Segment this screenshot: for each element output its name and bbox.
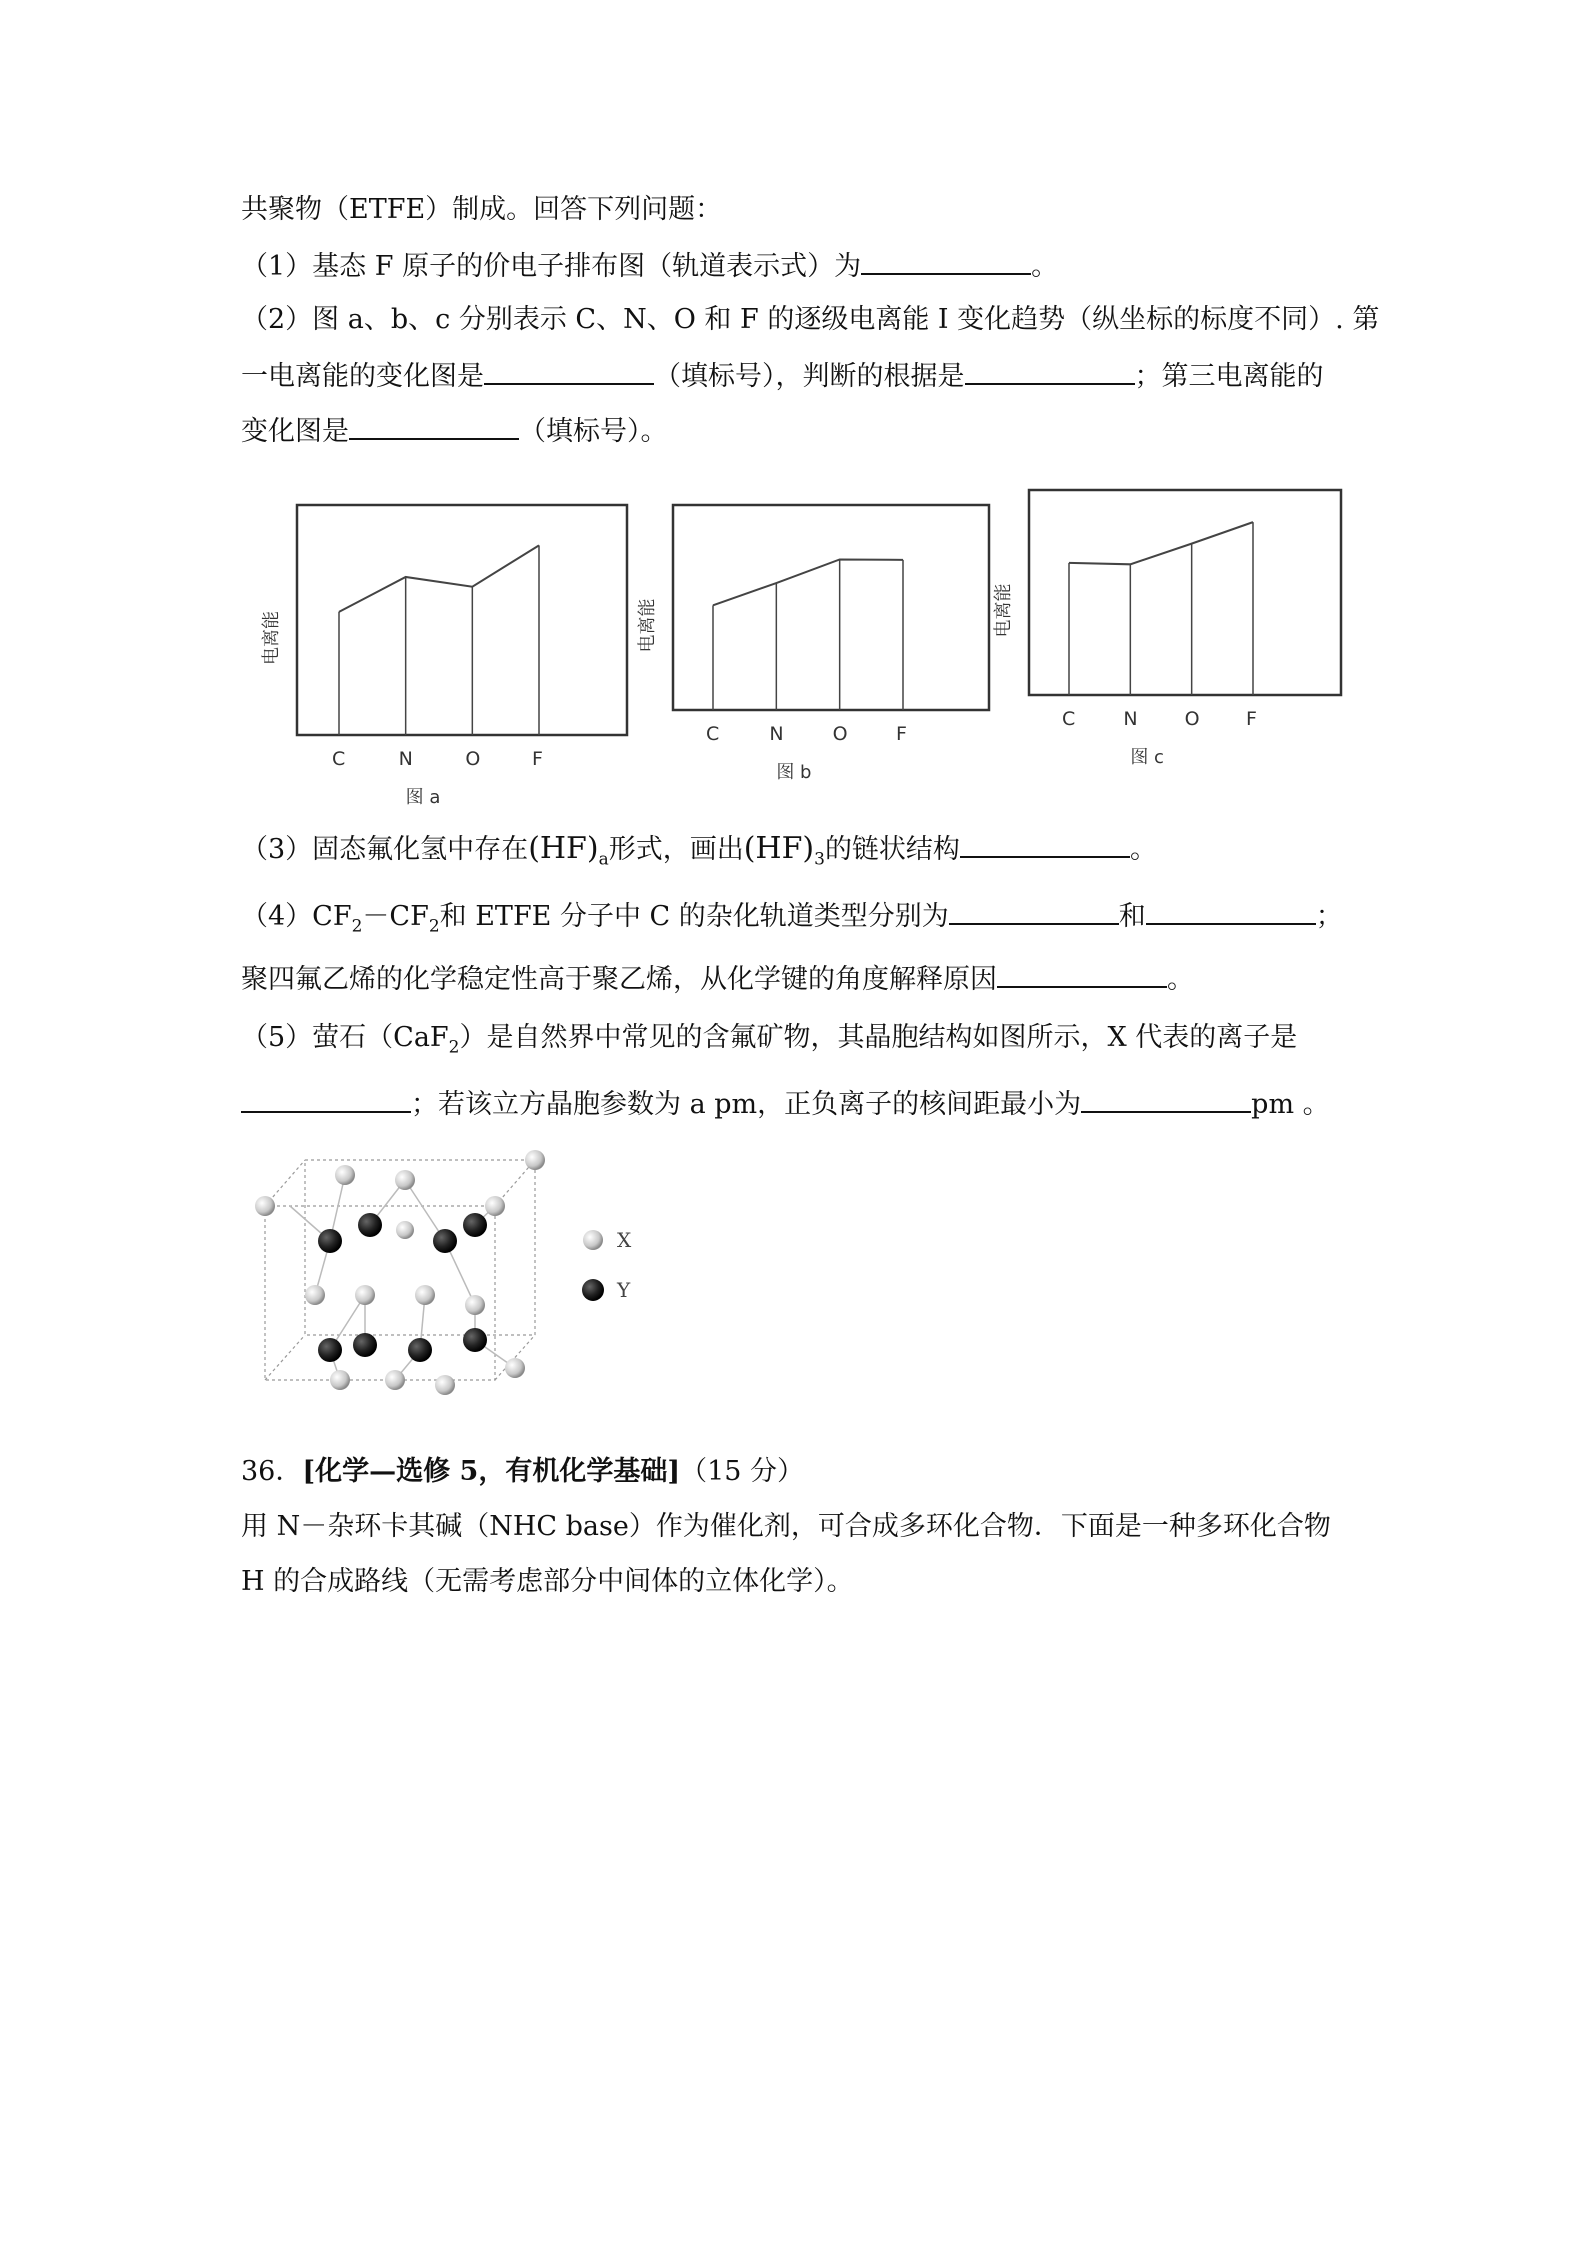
answer-blank[interactable] — [241, 1083, 411, 1113]
data-line — [339, 545, 539, 611]
legend-x-marker — [583, 1230, 603, 1250]
answer-blank[interactable] — [965, 355, 1135, 385]
category-label: C — [1062, 708, 1076, 730]
category-label: F — [896, 723, 907, 745]
legend-y-marker — [582, 1279, 604, 1301]
category-label: N — [398, 748, 413, 770]
question-36-line1: 用 N－杂环卡其碱（NHC base）作为催化剂，可合成多环化合物．下面是一种多环化合物 — [241, 1511, 1331, 1542]
question-2-line1: （2）图 a、b、c 分别表示 C、N、O 和 F 的逐级电离能 I 变化趋势（纵坐标的标度不同）. 第 — [241, 304, 1380, 335]
legend-x-label: X — [617, 1228, 632, 1252]
chart-frame — [1029, 490, 1341, 695]
chart-3 — [993, 490, 1341, 768]
answer-blank[interactable] — [484, 355, 654, 385]
question-36-heading: 36．[化学—选修 5，有机化学基础]（15 分） — [241, 1456, 805, 1487]
question-2-line2: 一电离能的变化图是 （填标号），判断的根据是 ；第三电离能的 — [241, 355, 1324, 397]
intro-line: 共聚物（ETFE）制成。回答下列问题： — [241, 194, 723, 225]
answer-blank[interactable] — [1146, 895, 1316, 925]
legend-y-label: Y — [617, 1278, 631, 1302]
y-axis-label: 电离能 — [637, 598, 658, 653]
category-label: N — [769, 723, 784, 745]
cell-edges — [265, 1160, 535, 1380]
question-1: （1）基态 F 原子的价电子排布图（轨道表示式）为 。 — [241, 245, 1058, 287]
question-4-line1: $(4)CF_2-CF_2$和 ETFE 分子中 C 的杂化轨道类型分别为 和 ； — [241, 895, 1343, 946]
data-line — [1069, 522, 1253, 564]
question-2-line3: 变化图是 （填标号）。 — [241, 410, 668, 452]
fluorite-unit-cell — [245, 1140, 665, 1425]
chart-2 — [637, 505, 989, 783]
legend — [582, 1228, 632, 1302]
y-axis-label: 电离能 — [993, 583, 1014, 638]
question-36-line2: H 的合成路线（无需考虑部分中间体的立体化学）。 — [241, 1566, 854, 1597]
y-axis-label: 电离能 — [261, 611, 282, 665]
answer-blank[interactable] — [949, 895, 1119, 925]
category-label: F — [1246, 708, 1257, 730]
chart-frame — [673, 505, 989, 710]
chart-1 — [261, 505, 627, 808]
chart-title: 图 a — [405, 787, 441, 808]
chart-title: 图 b — [776, 762, 812, 783]
category-label: N — [1123, 708, 1138, 730]
category-label: O — [465, 748, 481, 770]
answer-blank[interactable] — [997, 958, 1167, 988]
chart-frame — [297, 505, 627, 735]
answer-blank[interactable] — [349, 410, 519, 440]
answer-blank[interactable] — [960, 828, 1130, 858]
answer-blank[interactable] — [1081, 1083, 1251, 1113]
category-label: O — [1184, 708, 1200, 730]
question-5-line2: ；若该立方晶胞参数为 a pm，正负离子的核间距最小为 pm 。 — [241, 1083, 1330, 1125]
category-label: C — [706, 723, 720, 745]
data-line — [713, 559, 903, 605]
category-label: O — [832, 723, 848, 745]
ionization-charts — [241, 465, 1351, 810]
category-label: C — [332, 748, 346, 770]
question-3: （3）固态氟化氢中存在$(HF)_a$形式，画出$(HF)_3$的链状结构 。 — [241, 828, 1157, 879]
chart-title: 图 c — [1130, 747, 1164, 768]
category-label: F — [532, 748, 543, 770]
question-4-line2: 聚四氟乙烯的化学稳定性高于聚乙烯，从化学键的角度解释原因 。 — [241, 958, 1194, 1000]
question-5-line1: （5）萤石（CaF$_2$）是自然界中常见的含氟矿物，其晶胞结构如图所示，X 代表的离子是 — [241, 1022, 1298, 1058]
answer-blank[interactable] — [861, 245, 1031, 275]
